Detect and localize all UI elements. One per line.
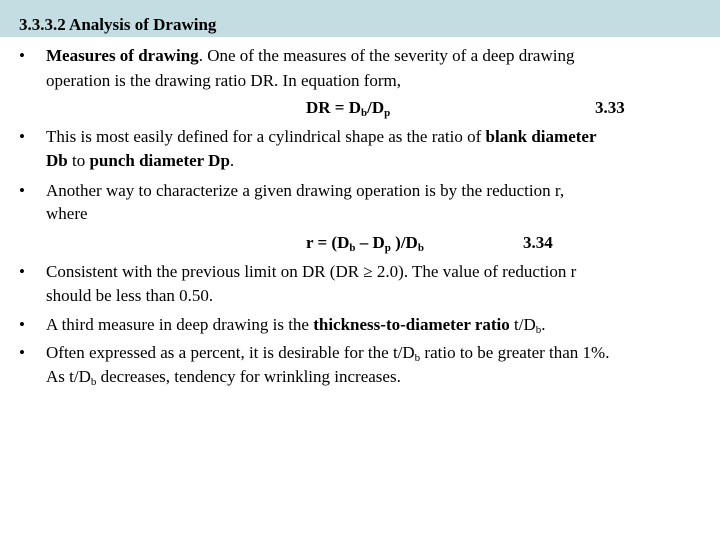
text-span: to (67, 151, 90, 170)
subscript: b (361, 107, 368, 119)
bold-term: thickness-to-diameter ratio (313, 315, 510, 334)
subscript: b (414, 352, 421, 364)
bullet-defined-line1 (46, 126, 597, 148)
bullet-icon: • (19, 127, 25, 146)
bullet-icon: • (19, 343, 25, 362)
bullet-consistent-line1: Consistent with the previous limit on DR (DR ≥ 2.0). The value of reduction r (46, 262, 577, 281)
bullet-reduction-line2: where (46, 204, 88, 223)
text-span: Often expressed as a percent, it is desirable for the t/D (46, 343, 415, 362)
text-span: decreases, tendency for wrinkling increases. (96, 367, 401, 386)
text-span: A third measure in deep drawing is the (46, 315, 314, 334)
bold-term: punch diameter Dp (89, 151, 230, 170)
bullet-percent-line1 (46, 342, 609, 364)
subscript: b (90, 376, 97, 388)
subscript: b (417, 242, 424, 254)
bold-term: Db (46, 151, 68, 170)
text-span: . (541, 315, 546, 334)
equation-number: 3.34 (523, 233, 553, 252)
text-span: . One of the measures of the severity of a deep drawing (198, 46, 575, 65)
bullet-icon: • (19, 181, 25, 200)
bullet-icon: • (19, 262, 25, 281)
eq-part: /D (367, 98, 385, 117)
bullet-defined-line2 (46, 150, 234, 172)
bold-term: Measures of drawing (46, 46, 199, 65)
equation-dr (306, 97, 390, 119)
subscript: p (384, 242, 391, 254)
bullet-percent-line2 (46, 366, 401, 388)
eq-part: r = (D (306, 233, 350, 252)
equation-number: 3.33 (595, 98, 625, 117)
eq-part: – D (355, 233, 385, 252)
text-span: As t/D (46, 367, 91, 386)
subscript: p (384, 107, 391, 119)
equation-r (306, 232, 424, 254)
bullet-measures-line1 (46, 45, 574, 67)
subscript: b (349, 242, 356, 254)
section-heading: 3.3.3.2 Analysis of Drawing (19, 15, 217, 34)
subscript: b (535, 324, 542, 336)
text-span: ratio to be greater than 1%. (420, 343, 610, 362)
bullet-third-measure (46, 314, 546, 336)
eq-part: )/D (390, 233, 418, 252)
text-span: This is most easily defined for a cylindrical shape as the ratio of (46, 127, 486, 146)
bold-term: blank diameter (485, 127, 597, 146)
bullet-consistent-line2: should be less than 0.50. (46, 286, 214, 305)
text-span: t/D (509, 315, 536, 334)
text-span: . (229, 151, 235, 170)
bullet-icon: • (19, 315, 25, 334)
bullet-measures-line2: operation is the drawing ratio DR. In equation form, (46, 71, 402, 90)
eq-part: DR = D (306, 98, 362, 117)
bullet-reduction-line1: Another way to characterize a given drawing operation is by the reduction r, (46, 181, 565, 200)
bullet-icon: • (19, 46, 25, 65)
